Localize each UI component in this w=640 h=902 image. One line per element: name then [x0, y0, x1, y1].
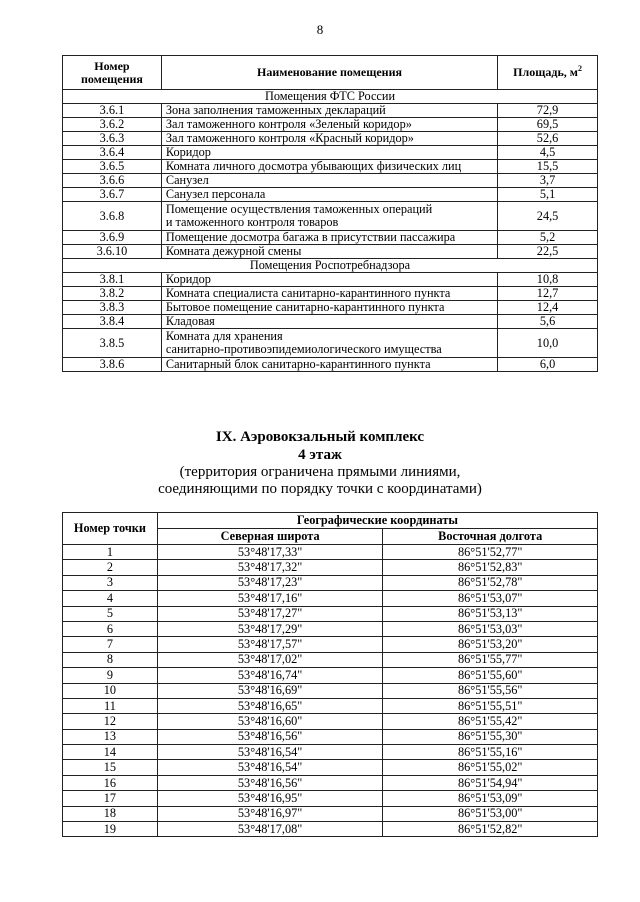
room-number: 3.6.5	[63, 160, 162, 174]
room-number: 3.6.4	[63, 146, 162, 160]
table-row	[63, 591, 598, 606]
room-number: 3.6.3	[63, 132, 162, 146]
point-number: 16	[63, 775, 158, 790]
room-area: 12,4	[498, 301, 598, 315]
room-name: Помещение осуществления таможенных операций и таможенного контроля товаров	[161, 202, 497, 231]
table-row	[63, 358, 598, 372]
room-area: 6,0	[498, 358, 598, 372]
longitude: 86°51'53,07"	[383, 591, 598, 606]
header-point-number: Номер точки	[63, 513, 158, 545]
table-row	[63, 273, 598, 287]
room-name: Коридор	[161, 273, 497, 287]
room-area: 4,5	[498, 146, 598, 160]
table-row	[63, 315, 598, 329]
room-name: Зона заполнения таможенных деклараций	[161, 104, 497, 118]
table-row	[63, 188, 598, 202]
latitude: 53°48'16,54"	[157, 745, 383, 760]
header-room-name: Наименование помещения	[161, 56, 497, 90]
longitude: 86°51'52,77"	[383, 545, 598, 560]
room-area: 22,5	[498, 245, 598, 259]
header-geo-coordinates: Географические координаты	[157, 513, 597, 529]
page-number: 8	[316, 22, 324, 37]
room-name: Коридор	[161, 146, 497, 160]
longitude: 86°51'55,56"	[383, 683, 598, 698]
point-number: 18	[63, 806, 158, 821]
latitude: 53°48'16,69"	[157, 683, 383, 698]
header-room-area: Площадь, $м^2$	[498, 56, 598, 90]
latitude: 53°48'16,56"	[157, 729, 383, 744]
room-area: 10,8	[498, 273, 598, 287]
room-name: Помещение досмотра багажа в присутствии пассажира	[161, 231, 497, 245]
room-area: 52,6	[498, 132, 598, 146]
table-row	[63, 698, 598, 713]
longitude: 86°51'52,83"	[383, 560, 598, 575]
longitude: 86°51'53,03"	[383, 621, 598, 636]
longitude: 86°51'53,20"	[383, 637, 598, 652]
longitude: 86°51'53,13"	[383, 606, 598, 621]
longitude: 86°51'54,94"	[383, 775, 598, 790]
room-number: 3.6.7	[63, 188, 162, 202]
room-area: 12,7	[498, 287, 598, 301]
longitude: 86°51'55,60"	[383, 668, 598, 683]
room-area: 5,2	[498, 231, 598, 245]
table-row	[63, 287, 598, 301]
longitude: 86°51'53,00"	[383, 806, 598, 821]
room-area: 3,7	[498, 174, 598, 188]
section-note-line1: (территория ограничена прямыми линиями,	[179, 464, 461, 480]
latitude: 53°48'16,56"	[157, 775, 383, 790]
point-number: 3	[63, 575, 158, 590]
table-row	[63, 104, 598, 118]
table-row	[63, 118, 598, 132]
latitude: 53°48'17,33"	[157, 545, 383, 560]
table-row	[63, 668, 598, 683]
room-name: Санузел	[161, 174, 497, 188]
room-number: 3.8.5	[63, 329, 162, 358]
latitude: 53°48'16,54"	[157, 760, 383, 775]
point-number: 12	[63, 714, 158, 729]
latitude: 53°48'16,65"	[157, 698, 383, 713]
table-row	[63, 621, 598, 636]
point-number: 15	[63, 760, 158, 775]
point-number: 13	[63, 729, 158, 744]
room-number: 3.8.3	[63, 301, 162, 315]
table-row	[63, 714, 598, 729]
table-row	[63, 775, 598, 790]
table-row	[63, 760, 598, 775]
room-number: 3.8.6	[63, 358, 162, 372]
room-number: 3.8.4	[63, 315, 162, 329]
room-number: 3.6.8	[63, 202, 162, 231]
room-number: 3.6.2	[63, 118, 162, 132]
section-note-line2: соединяющими по порядку точки с координатами)	[158, 481, 482, 497]
table-row	[63, 822, 598, 837]
rooms-table	[62, 55, 598, 372]
room-area: 72,9	[498, 104, 598, 118]
longitude: 86°51'55,77"	[383, 652, 598, 667]
point-number: 4	[63, 591, 158, 606]
room-name: Комната дежурной смены	[161, 245, 497, 259]
table-row	[63, 806, 598, 821]
table-row	[63, 146, 598, 160]
room-name: Бытовое помещение санитарно-карантинного пункта	[161, 301, 497, 315]
table-row	[63, 791, 598, 806]
room-name: Зал таможенного контроля «Красный коридор»	[161, 132, 497, 146]
latitude: 53°48'16,97"	[157, 806, 383, 821]
longitude: 86°51'55,51"	[383, 698, 598, 713]
room-number: 3.6.9	[63, 231, 162, 245]
section-title-cell: Помещения ФТС России	[63, 90, 598, 104]
point-number: 7	[63, 637, 158, 652]
room-area: 5,6	[498, 315, 598, 329]
latitude: 53°48'17,32"	[157, 560, 383, 575]
table-row	[63, 606, 598, 621]
point-number: 6	[63, 621, 158, 636]
section-row	[63, 259, 598, 273]
point-number: 17	[63, 791, 158, 806]
table-row	[63, 575, 598, 590]
latitude: 53°48'17,29"	[157, 621, 383, 636]
room-area: 24,5	[498, 202, 598, 231]
table-row	[63, 245, 598, 259]
latitude: 53°48'17,27"	[157, 606, 383, 621]
room-number: 3.6.10	[63, 245, 162, 259]
coordinates-table	[62, 512, 598, 837]
longitude: 86°51'55,16"	[383, 745, 598, 760]
room-name: Санитарный блок санитарно-карантинного пункта	[161, 358, 497, 372]
longitude: 86°51'52,82"	[383, 822, 598, 837]
header-longitude: Восточная долгота	[383, 529, 598, 545]
latitude: 53°48'16,60"	[157, 714, 383, 729]
table-row	[63, 132, 598, 146]
point-number: 9	[63, 668, 158, 683]
table-row	[63, 231, 598, 245]
room-name: Зал таможенного контроля «Зеленый коридор»	[161, 118, 497, 132]
header-latitude: Северная широта	[157, 529, 383, 545]
section-title: IX. Аэровокзальный комплекс	[215, 429, 425, 445]
table-row	[63, 652, 598, 667]
table-row	[63, 329, 598, 358]
point-number: 11	[63, 698, 158, 713]
latitude: 53°48'17,02"	[157, 652, 383, 667]
table-row	[63, 745, 598, 760]
point-number: 1	[63, 545, 158, 560]
room-name: Комната специалиста санитарно-карантинного пункта	[161, 287, 497, 301]
table-row	[63, 560, 598, 575]
point-number: 5	[63, 606, 158, 621]
table-row	[63, 301, 598, 315]
point-number: 8	[63, 652, 158, 667]
longitude: 86°51'53,09"	[383, 791, 598, 806]
section-floor: 4 этаж	[298, 447, 342, 463]
table-row	[63, 174, 598, 188]
room-name: Комната для хранения санитарно-противоэпидемиологического имущества	[161, 329, 497, 358]
longitude: 86°51'55,30"	[383, 729, 598, 744]
room-area: 15,5	[498, 160, 598, 174]
header-room-number: Номер помещения	[63, 56, 162, 90]
latitude: 53°48'17,23"	[157, 575, 383, 590]
room-area: 5,1	[498, 188, 598, 202]
room-number: 3.8.1	[63, 273, 162, 287]
room-name: Санузел персонала	[161, 188, 497, 202]
point-number: 10	[63, 683, 158, 698]
room-area: 10,0	[498, 329, 598, 358]
table-row	[63, 545, 598, 560]
table-row	[63, 637, 598, 652]
table-row	[63, 683, 598, 698]
rooms-table-header	[63, 56, 598, 90]
longitude: 86°51'52,78"	[383, 575, 598, 590]
point-number: 14	[63, 745, 158, 760]
point-number: 19	[63, 822, 158, 837]
longitude: 86°51'55,02"	[383, 760, 598, 775]
room-name: Кладовая	[161, 315, 497, 329]
latitude: 53°48'16,74"	[157, 668, 383, 683]
section-row	[63, 90, 598, 104]
latitude: 53°48'16,95"	[157, 791, 383, 806]
table-row	[63, 729, 598, 744]
table-row	[63, 202, 598, 231]
room-name: Комната личного досмотра убывающих физических лиц	[161, 160, 497, 174]
point-number: 2	[63, 560, 158, 575]
latitude: 53°48'17,16"	[157, 591, 383, 606]
room-number: 3.6.6	[63, 174, 162, 188]
room-area: 69,5	[498, 118, 598, 132]
section-title-cell: Помещения Роспотребнадзора	[63, 259, 598, 273]
room-number: 3.8.2	[63, 287, 162, 301]
table-row	[63, 160, 598, 174]
room-number: 3.6.1	[63, 104, 162, 118]
longitude: 86°51'55,42"	[383, 714, 598, 729]
latitude: 53°48'17,08"	[157, 822, 383, 837]
latitude: 53°48'17,57"	[157, 637, 383, 652]
